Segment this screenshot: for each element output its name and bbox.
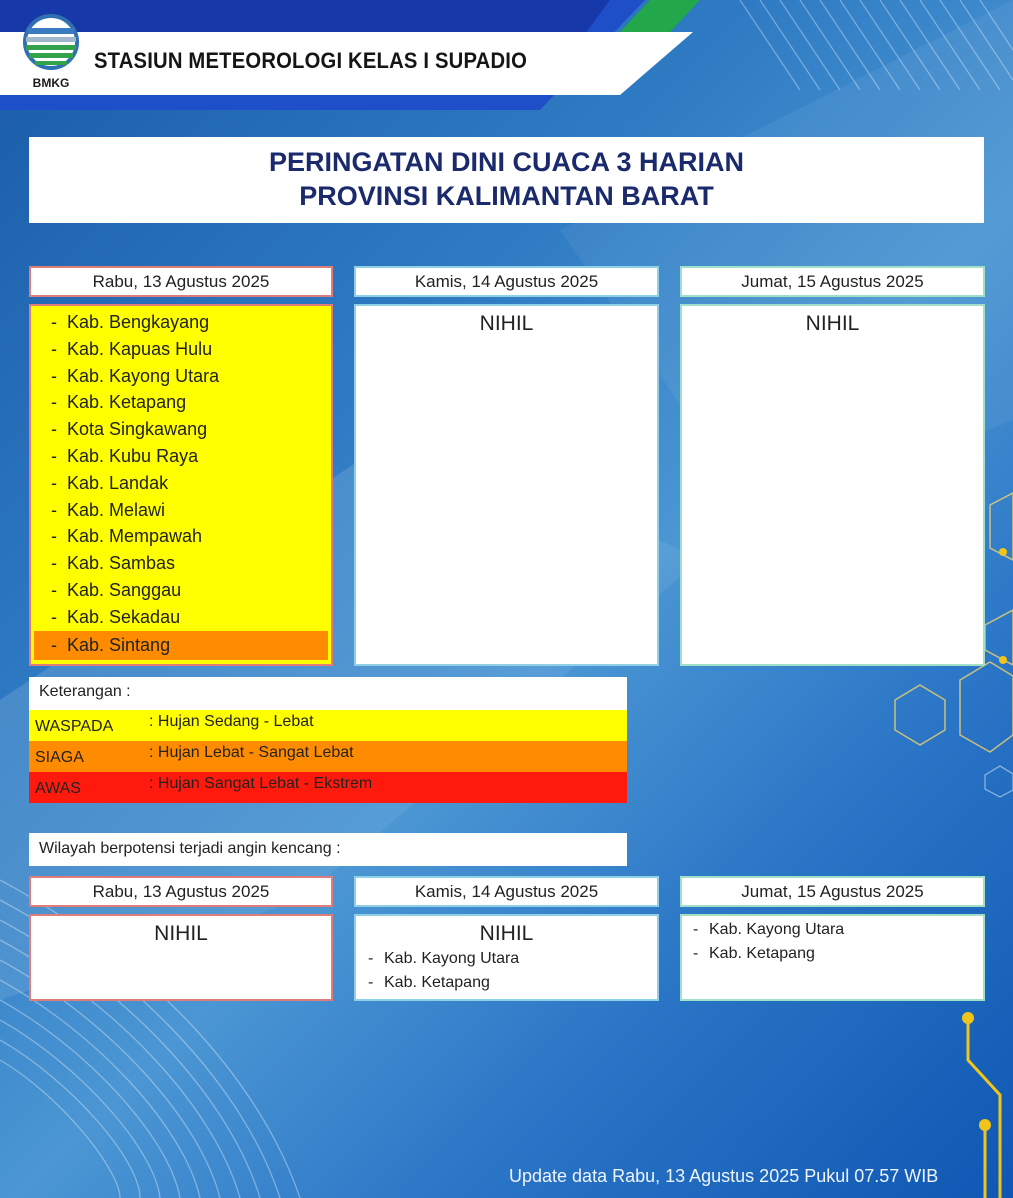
wind-region-list-day3 — [682, 916, 983, 966]
legend-row-waspada — [29, 710, 627, 741]
list-item: - Kab. Sambas — [51, 553, 176, 574]
nihil-label: NIHIL — [805, 312, 860, 335]
bmkg-logo — [20, 12, 82, 92]
nihil-label: NIHIL — [479, 312, 534, 335]
siaga-region-row: - Kab. Sintang — [34, 631, 328, 660]
nihil-label: NIHIL — [154, 922, 208, 945]
list-item: - Kab. Melawi — [51, 499, 166, 520]
update-timestamp: Update data Rabu, 13 Agustus 2025 Pukul 07.57 WIB — [509, 1166, 939, 1186]
wind-region-list-day2 — [356, 947, 657, 995]
nihil-label: NIHIL — [479, 922, 534, 945]
logo-text: BMKG — [32, 76, 70, 90]
list-item: - Kab. Landak — [51, 472, 169, 493]
title-line-1: PERINGATAN DINI CUACA 3 HARIAN — [268, 147, 744, 177]
legend-row-siaga — [29, 741, 627, 772]
rain-date-day2: Kamis, 14 Agustus 2025 — [354, 266, 659, 297]
legend-desc: : Hujan Sangat Lebat - Ekstrem — [149, 775, 373, 792]
wind-panel-day2 — [354, 914, 659, 1001]
rain-panel-day2 — [354, 304, 659, 666]
list-item: - Kab. Ketapang — [693, 945, 815, 962]
waspada-region-list — [31, 306, 331, 631]
list-item: - Kab. Mempawah — [51, 526, 203, 547]
rain-date-day1: Rabu, 13 Agustus 2025 — [29, 266, 333, 297]
legend-desc: : Hujan Sedang - Lebat — [149, 713, 314, 730]
rain-date-day3: Jumat, 15 Agustus 2025 — [680, 266, 985, 297]
wind-date-day1: Rabu, 13 Agustus 2025 — [29, 876, 333, 907]
legend-level: AWAS — [35, 780, 81, 797]
legend-desc: : Hujan Lebat - Sangat Lebat — [149, 744, 354, 761]
list-item: - Kab. Kapuas Hulu — [51, 338, 213, 359]
wind-panel-day3 — [680, 914, 985, 1001]
list-item: - Kab. Kayong Utara — [368, 950, 520, 967]
wind-date-day3: Jumat, 15 Agustus 2025 — [680, 876, 985, 907]
rain-panel-day1 — [29, 304, 333, 666]
rain-panel-day3 — [680, 304, 985, 666]
legend — [29, 677, 627, 803]
title-line-2: PROVINSI KALIMANTAN BARAT — [299, 181, 714, 211]
list-item: - Kab. Kayong Utara — [693, 921, 845, 938]
list-item: - Kab. Kayong Utara — [51, 365, 220, 386]
legend-heading: Keterangan : — [29, 677, 627, 710]
list-item: - Kab. Ketapang — [368, 974, 490, 991]
page-title — [29, 137, 984, 223]
list-item: - Kota Singkawang — [51, 419, 208, 440]
wind-heading: Wilayah berpotensi terjadi angin kencang : — [29, 833, 627, 866]
legend-level: WASPADA — [35, 718, 114, 735]
list-item: - Kab. Sekadau — [51, 606, 181, 627]
list-item: - Kab. Kubu Raya — [51, 445, 199, 466]
wind-date-day2: Kamis, 14 Agustus 2025 — [354, 876, 659, 907]
legend-row-awas — [29, 772, 627, 803]
wind-panel-day1 — [29, 914, 333, 1001]
legend-level: SIAGA — [35, 749, 84, 766]
station-title: STASIUN METEOROLOGI KELAS I SUPADIO — [94, 48, 528, 73]
list-item: - Kab. Bengkayang — [51, 312, 210, 332]
list-item: - Kab. Sanggau — [51, 579, 182, 600]
list-item: - Kab. Ketapang — [51, 392, 187, 413]
